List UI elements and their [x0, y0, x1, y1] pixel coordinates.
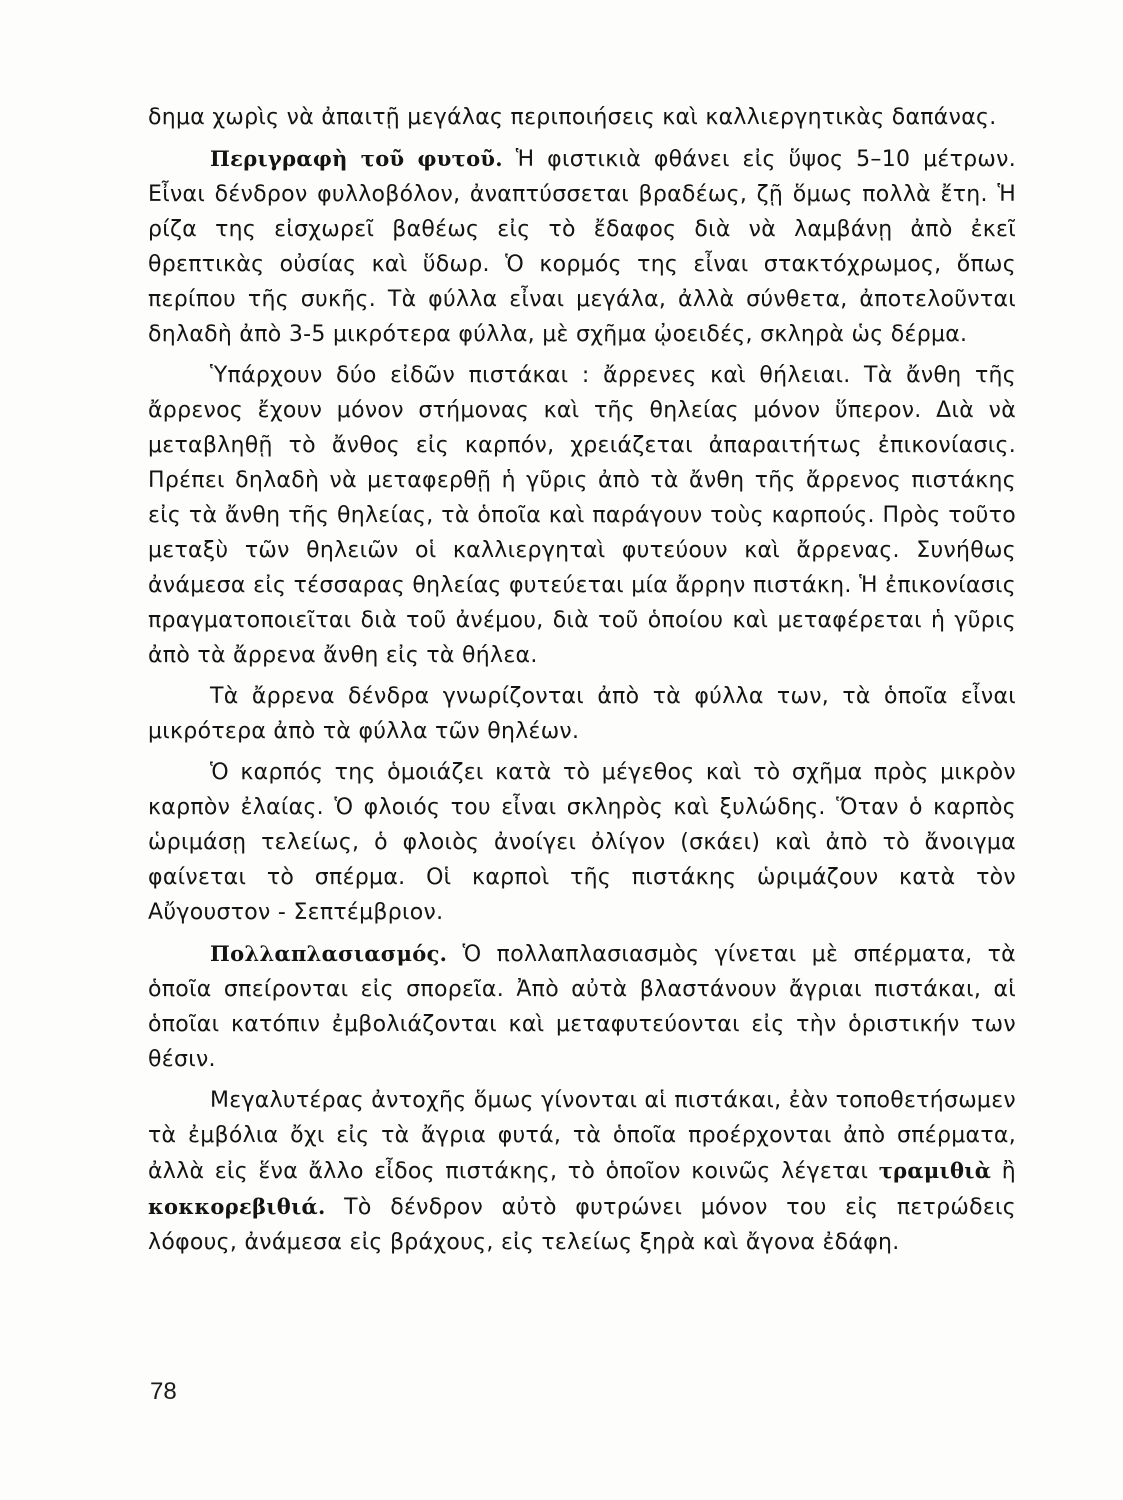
paragraph-male-trees [148, 679, 1016, 749]
paragraph-text: Ὁ καρπός της ὁμοιάζει κατὰ τὸ μέγεθος καὶ τὸ σχῆμα πρὸς μικρὸν καρπὸν ἐλαίας. Ὁ φλοιός του εἶναι σκληρὸς καὶ ξυλώδης. Ὅταν ὁ καρπὸς ὡριμάσῃ τελείως, ὁ φλοιὸς ἀνοίγει ὀλίγον (σκάει) καὶ ἀπὸ τὸ ἄνοιγμα φαίνεται τὸ σπέρμα. Οἱ καρποὶ τῆς πιστάκης ὡριμάζουν κατὰ τὸν Αὔγουστον - Σεπτέμβριον. [148, 760, 1016, 925]
paragraph-text: Ὑπάρχουν δύο εἰδῶν πιστάκαι : ἄρρενες καὶ θήλειαι. Τὰ ἄνθη τῆς ἄρρενος ἔχουν μόνον στήμονας καὶ τῆς θηλείας μόνον ὕπερον. Διὰ νὰ μεταβληθῇ τὸ ἄνθος εἰς καρπόν, χρειάζεται ἀπαραιτήτως ἐπικονίασις. Πρέπει δηλαδὴ νὰ μεταφερθῇ ἡ γῦρις ἀπὸ τὰ ἄνθη τῆς ἄρρενος πιστάκης εἰς τὰ ἄνθη τῆς θηλείας, τὰ ὁποῖα καὶ παράγουν τοὺς καρπούς. Πρὸς τοῦτο μεταξὺ τῶν θηλειῶν οἱ καλλιεργηταὶ φυτεύουν καὶ ἄρρενας. Συνήθως ἀνάμεσα εἰς τέσσαρας θηλείας φυτεύεται μία ἄρρην πιστάκη. Ἡ ἐπικονίασις πραγματοποιεῖται διὰ τοῦ ἀνέμου, διὰ τοῦ ὁποίου καὶ μεταφέρεται ἡ γῦρις ἀπὸ τὰ ἄρρενα ἄνθη εἰς τὰ θήλεα. [148, 363, 1016, 668]
bold-term-tramithia: τραμιθιὰ [878, 1158, 992, 1183]
paragraph-plant-description [148, 141, 1016, 352]
paragraph-text: Ἡ φιστικιὰ φθάνει εἰς ὕψος 5–10 μέτρων. Εἶναι δένδρον φυλλοβόλον, ἀναπτύσσεται βραδέως, ζῇ ὅμως πολλὰ ἔτη. Ἡ ρίζα της εἰσχωρεῖ βαθέως εἰς τὸ ἔδαφος διὰ νὰ λαμβάνῃ ἀπὸ ἐκεῖ θρεπτικὰς οὐσίας καὶ ὕδωρ. Ὁ κορμός της εἶναι στακτόχρωμος, ὅπως περίπου τῆς συκῆς. Τὰ φύλλα εἶναι μεγάλα, ἀλλὰ σύνθετα, ἀποτελοῦνται δηλαδὴ ἀπὸ 3-5 μικρότερα φύλλα, μὲ σχῆμα ᾠοειδές, σκληρὰ ὡς δέρμα. [148, 147, 1016, 347]
paragraph-fruit [148, 755, 1016, 930]
paragraph-rootstock [148, 1083, 1016, 1260]
page-number: 78 [150, 1378, 177, 1405]
paragraph-text: Τὸ δένδρον αὐτὸ φυτρώνει μόνον του εἰς πετρώδεις λόφους, ἀνάμεσα εἰς βράχους, εἰς τελείως ξηρὰ καὶ ἄγονα ἐδάφη. [148, 1195, 1016, 1255]
section-heading-description: Περιγραφὴ τοῦ φυτοῦ. [210, 146, 503, 171]
paragraph-text: Τὰ ἄρρενα δένδρα γνωρίζονται ἀπὸ τὰ φύλλα των, τὰ ὁποῖα εἶναι μικρότερα ἀπὸ τὰ φύλλα τῶν θηλέων. [148, 684, 1016, 744]
paragraph-text: Ὁ πολλαπλασιασμὸς γίνεται μὲ σπέρματα, τὰ ὁποῖα σπείρονται εἰς σπορεῖα. Ἀπὸ αὐτὰ βλαστάνουν ἄγριαι πιστάκαι, αἱ ὁποῖαι κατόπιν ἐμβολιάζονται καὶ μεταφυτεύονται εἰς τὴν ὁριστικήν των θέσιν. [148, 942, 1016, 1072]
paragraph-text: δημα χωρὶς νὰ ἀπαιτῇ μεγάλας περιποιήσεις καὶ καλλιεργητικὰς δαπάνας. [148, 105, 997, 130]
paragraph-continuation [148, 100, 1016, 135]
paragraph-pollination [148, 358, 1016, 673]
body-text [148, 100, 1016, 1266]
paragraph-text: ἢ [991, 1159, 1016, 1184]
paragraph-text: Μεγαλυτέρας ἀντοχῆς ὅμως γίνονται αἱ πιστάκαι, ἐὰν τοποθετήσωμεν τὰ ἐμβόλια ὄχι εἰς τὰ ἄγρια φυτά, τὰ ὁποῖα προέρχονται ἀπὸ σπέρματα, ἀλλὰ εἰς ἕνα ἄλλο εἶδος πιστάκης, τὸ ὁποῖον κοινῶς λέγεται [148, 1088, 1016, 1184]
bold-term-kokkorevithia: κοκκορεβιθιά. [148, 1194, 326, 1219]
paragraph-propagation [148, 936, 1016, 1077]
section-heading-propagation: Πολλαπλασιασμός. [210, 941, 448, 966]
